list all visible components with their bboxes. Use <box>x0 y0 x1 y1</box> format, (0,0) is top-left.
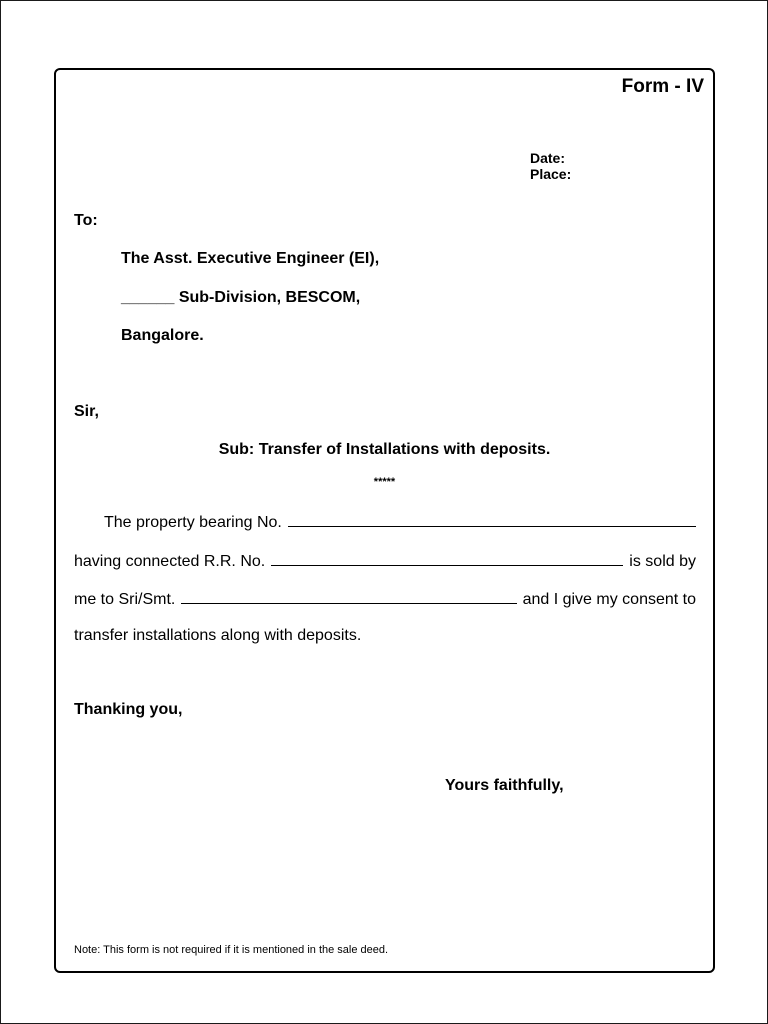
signoff-line: Yours faithfully, <box>445 777 564 794</box>
separator-stars: ***** <box>373 476 396 488</box>
buyer-name-field[interactable] <box>181 588 516 604</box>
rr-label: having connected R.R. No. <box>74 553 266 570</box>
sub-division-blank[interactable]: ______ <box>121 289 175 306</box>
place-label: Place: <box>530 166 572 182</box>
form-frame <box>54 68 715 973</box>
property-number-field[interactable] <box>288 511 696 527</box>
to-label: To: <box>74 212 98 229</box>
address-line-2 <box>121 289 360 307</box>
salutation: Sir, <box>74 403 99 420</box>
address-line-1: The Asst. Executive Engineer (EI), <box>121 250 380 267</box>
rr-number-field[interactable] <box>271 550 623 566</box>
closing-line: Thanking you, <box>74 701 183 718</box>
buyer-label: me to Sri/Smt. <box>74 591 176 608</box>
body-row-1 <box>74 511 696 533</box>
date-label: Date: <box>530 150 566 166</box>
sub-division-text: Sub-Division, BESCOM, <box>174 289 361 306</box>
date-place-block <box>530 150 571 182</box>
body-row-4 <box>74 626 696 646</box>
form-title: Form - IV <box>621 76 704 97</box>
transfer-text: transfer installations along with deposits. <box>74 627 362 644</box>
consent-text: and I give my consent to <box>522 591 696 608</box>
property-label: The property bearing No. <box>104 514 282 531</box>
sold-by-text: is sold by <box>629 553 696 570</box>
footnote: Note: This form is not required if it is mentioned in the sale deed. <box>74 944 389 956</box>
subject-line: Sub: Transfer of Installations with deposits. <box>218 441 551 458</box>
body-row-3 <box>74 588 696 610</box>
body-row-2 <box>74 550 696 572</box>
address-line-3: Bangalore. <box>121 327 204 344</box>
